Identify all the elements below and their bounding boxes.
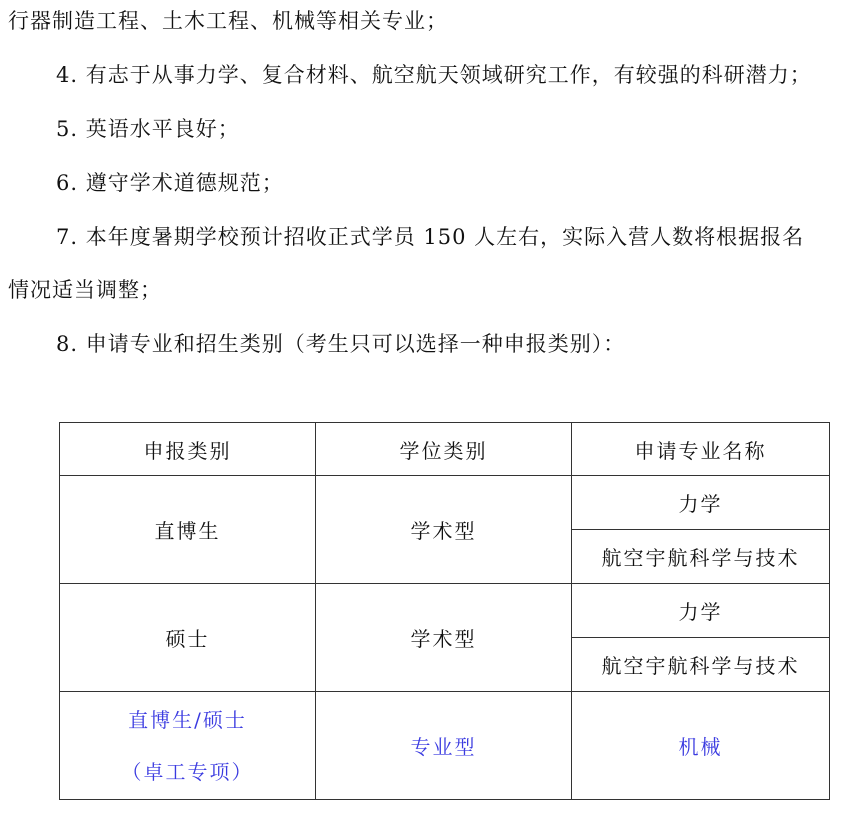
category-line: （卓工专项） xyxy=(121,759,254,784)
category-cell: 硕士 xyxy=(60,584,316,692)
paragraph-item-7: 7. 本年度暑期学校预计招收正式学员 150 人左右，实际入营人数将根据报名 xyxy=(56,225,805,249)
table-header-row xyxy=(60,423,830,476)
paragraph-item-5: 5. 英语水平良好； xyxy=(56,117,240,141)
paragraph-item-6: 6. 遵守学术道德规范； xyxy=(56,171,284,195)
category-cell xyxy=(60,692,316,800)
major-cell: 航空宇航科学与技术 xyxy=(572,530,830,584)
paragraph-item-4: 4. 有志于从事力学、复合材料、航空航天领域研究工作，有较强的科研潜力； xyxy=(56,63,812,87)
paragraph-item-8: 8. 申请专业和招生类别（考生只可以选择一种申报类别）： xyxy=(56,332,626,356)
table-row xyxy=(60,476,830,530)
major-cell: 力学 xyxy=(572,476,830,530)
table-row xyxy=(60,692,830,800)
major-cell: 航空宇航科学与技术 xyxy=(572,638,830,692)
degree-cell: 学术型 xyxy=(316,476,572,584)
header-degree-type: 学位类别 xyxy=(316,423,572,476)
enrollment-category-table xyxy=(59,422,830,800)
paragraph-item-7-continued: 情况适当调整； xyxy=(8,278,162,302)
header-category: 申报类别 xyxy=(60,423,316,476)
major-cell: 机械 xyxy=(572,692,830,800)
paragraph-continuation: 行器制造工程、土木工程、机械等相关专业； xyxy=(8,9,448,33)
major-cell: 力学 xyxy=(572,584,830,638)
header-major-name: 申请专业名称 xyxy=(572,423,830,476)
degree-cell: 专业型 xyxy=(316,692,572,800)
table-row xyxy=(60,584,830,638)
degree-cell: 学术型 xyxy=(316,584,572,692)
category-line: 直博生/硕士 xyxy=(128,707,247,732)
category-cell: 直博生 xyxy=(60,476,316,584)
